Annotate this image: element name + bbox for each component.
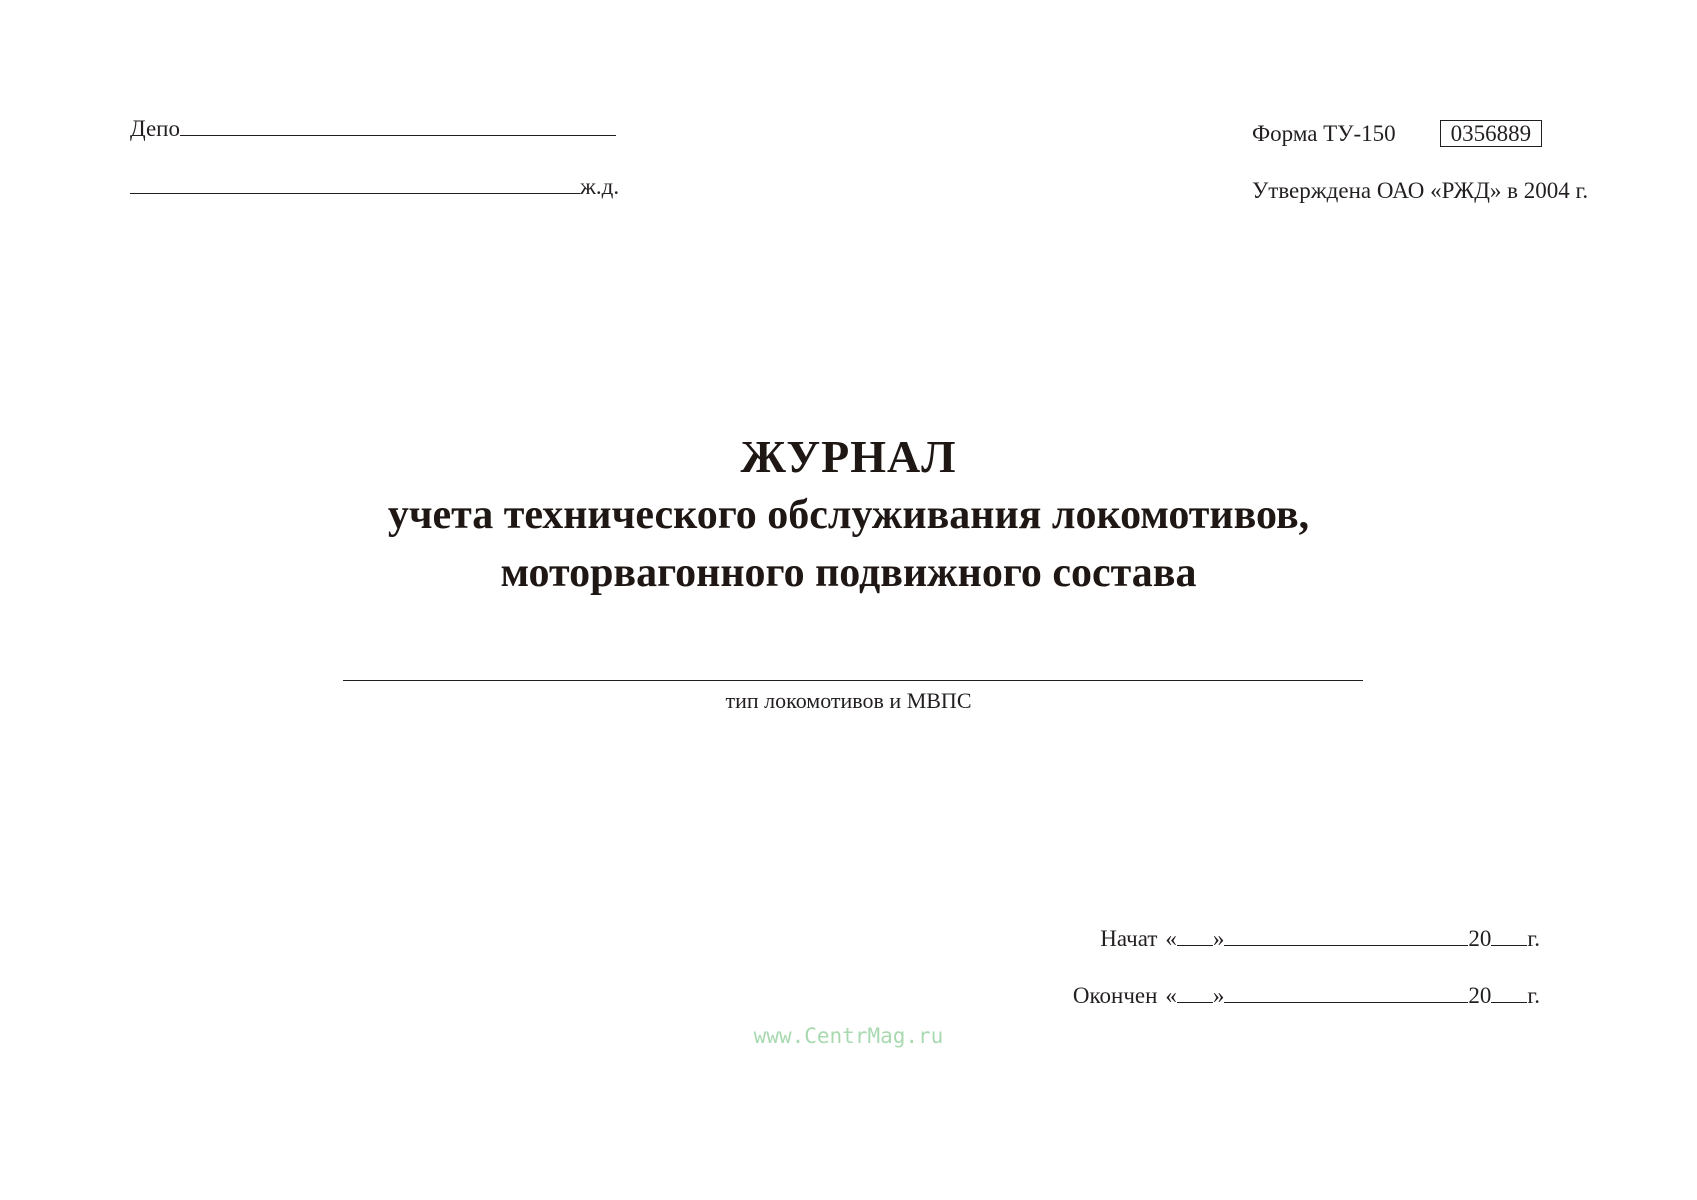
type-blank-line — [343, 680, 1363, 681]
title-line-3: моторвагонного подвижного состава — [500, 550, 1197, 596]
railway-blank-line — [130, 192, 580, 194]
open-quote: « — [1165, 983, 1177, 1008]
title-line-2: учета технического обслуживания локомотивов, — [387, 492, 1310, 538]
year-blank — [1491, 1001, 1527, 1003]
month-blank — [1224, 1001, 1468, 1003]
railway-label: ж.д. — [580, 174, 620, 199]
month-blank — [1224, 944, 1468, 946]
form-number-box: 0356889 — [1440, 120, 1543, 147]
day-blank — [1177, 1001, 1213, 1003]
form-label: Форма ТУ-150 — [1252, 121, 1396, 146]
depot-field — [130, 116, 616, 142]
started-label: Начат — [1100, 926, 1158, 951]
year-blank — [1491, 944, 1527, 946]
open-quote: « — [1165, 926, 1177, 951]
started-date-row — [1100, 926, 1540, 952]
watermark: www.CentrMag.ru — [753, 1024, 944, 1048]
type-caption: тип локомотивов и МВПС — [725, 688, 972, 713]
day-blank — [1177, 944, 1213, 946]
depot-blank-line — [180, 134, 616, 136]
close-quote: » — [1212, 983, 1225, 1008]
year-prefix: 20 — [1468, 983, 1492, 1008]
title-line-1: ЖУРНАЛ — [740, 431, 957, 482]
ended-label: Окончен — [1072, 983, 1158, 1008]
approved-text: Утверждена ОАО «РЖД» в 2004 г. — [1252, 178, 1589, 203]
year-suffix: г. — [1527, 983, 1540, 1008]
ended-date-row — [1073, 983, 1540, 1009]
form-line — [1252, 120, 1542, 147]
depot-label: Депо — [130, 116, 180, 141]
close-quote: » — [1212, 926, 1225, 951]
year-suffix: г. — [1527, 926, 1540, 951]
document-title — [0, 428, 1697, 602]
year-prefix: 20 — [1468, 926, 1492, 951]
railway-field — [130, 174, 619, 200]
